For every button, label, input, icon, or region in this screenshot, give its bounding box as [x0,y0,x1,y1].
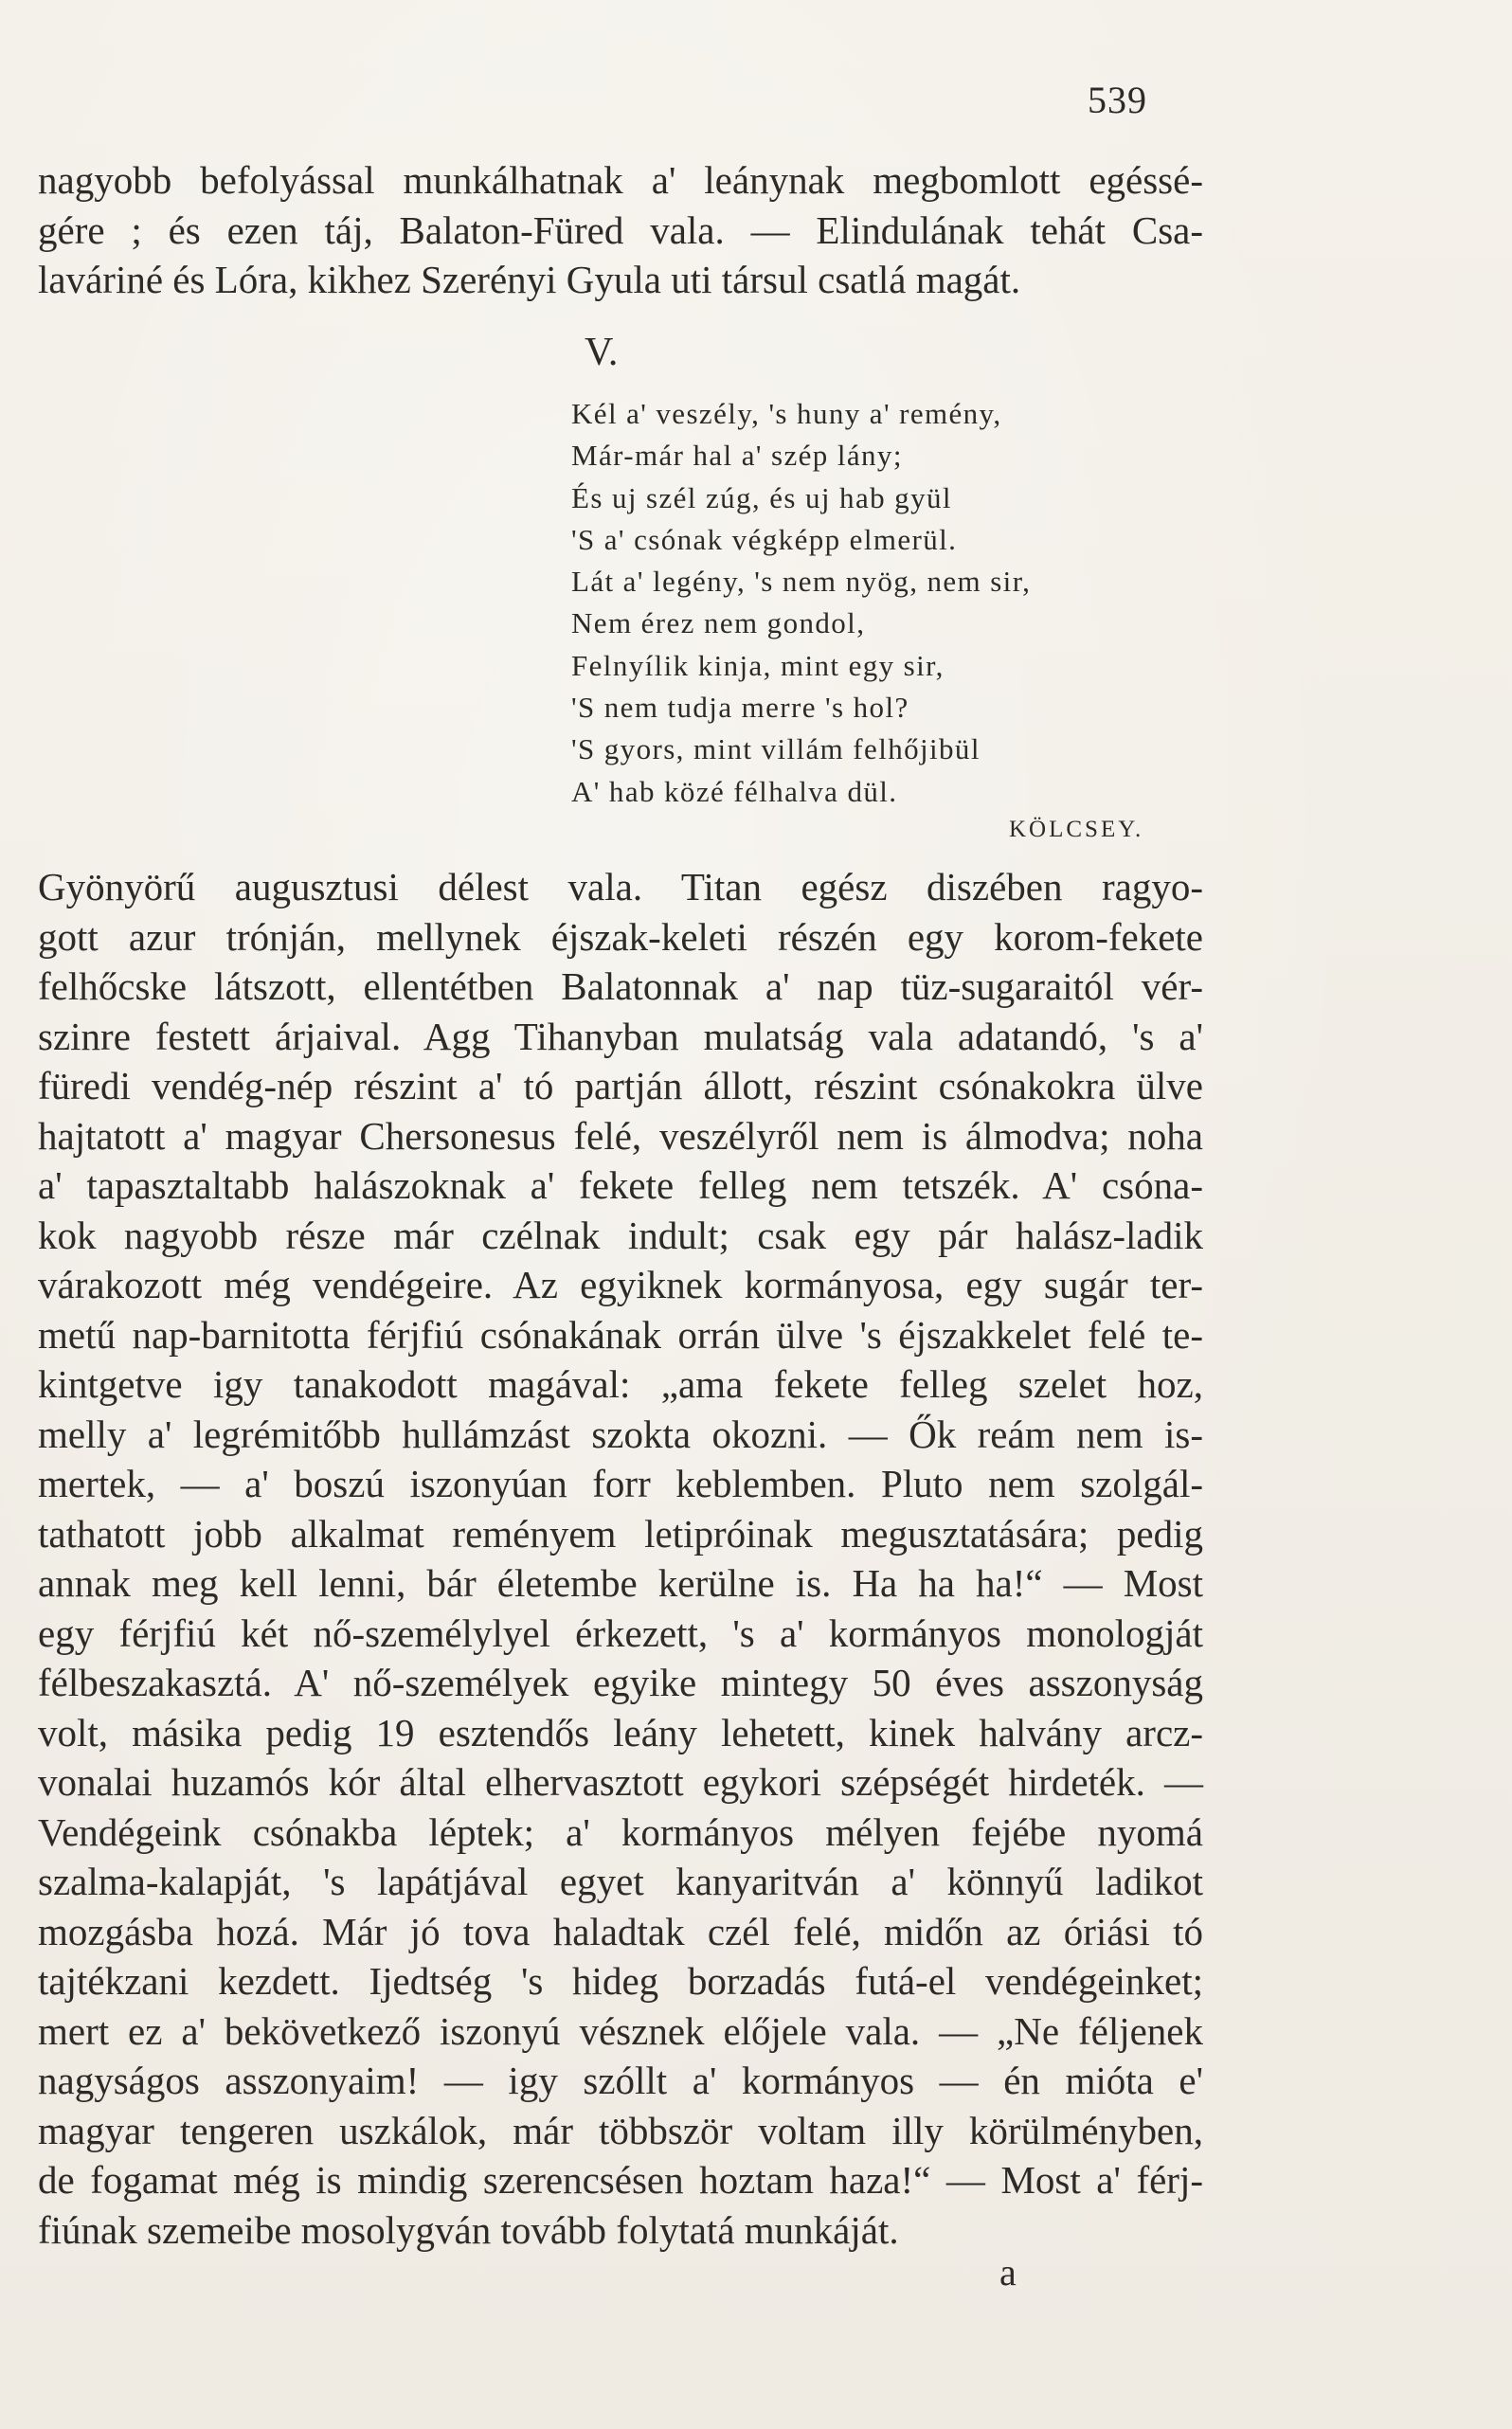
poem-epigraph [571,393,1178,813]
poem-author: KÖLCSEY. [1009,817,1144,842]
body-paragraph [38,862,1203,2255]
text-line: kintgetve igy tanakodott magával: „ama fekete felleg szelet hoz, [38,1362,1203,1406]
poem-line: És uj szél zúg, és uj hab gyül [571,480,952,514]
text-line: laváriné és Lóra, kikhez Szerényi Gyula uti társul csatlá magát. [38,258,1021,301]
poem-line: Már-már hal a' szép lány; [571,439,903,473]
section-heading: V. [585,331,619,374]
text-line: mert ez a' bekövetkező iszonyú vésznek előjele vala. — „Ne féljenek [38,2008,1203,2053]
text-line: felhőcske látszott, ellentétben Balatonnak a' nap tüz-sugaraitól vér- [38,964,1203,1008]
text-line: kok nagyobb része már czélnak indult; csak egy pár halász-ladik [38,1213,1203,1257]
text-line: Gyönyörű augusztusi délest vala. Titan egész diszében ragyo- [38,865,1203,909]
page-number: 539 [1088,79,1147,121]
text-line: melly a' legrémitőbb hullámzást szokta okozni. — Ők reám nem is- [38,1412,1203,1456]
text-line: de fogamat még is mindig szerencsésen hoztam haza!“ — Most a' férj- [38,2158,1203,2202]
poem-line: 'S gyors, mint villám felhőjibül [571,732,981,766]
text-line: nagyobb befolyással munkálhatnak a' leánynak megbomlott egéssé- [38,158,1203,202]
text-line: tathatott jobb alkalmat reményem letipróinak megusztatására; pedig [38,1511,1203,1556]
text-line: a' tapasztaltabb halászoknak a' fekete felleg nem tetszék. A' csóna- [38,1163,1203,1207]
text-line: félbeszakasztá. A' nő-személyek egyike mintegy 50 éves asszonyság [38,1661,1203,1704]
text-line: várakozott még vendégeire. Az egyiknek kormányosa, egy sugár ter- [38,1263,1203,1306]
poem-line: 'S a' csónak végképp elmerül. [571,522,958,556]
text-line: annak meg kell lenni, bár életembe kerülne is. Ha ha ha!“ — Most [38,1561,1203,1605]
poem-line: 'S nem tudja merre 's hol? [571,691,909,725]
text-line: magyar tengeren uszkálok, már többször voltam illy körülményben, [38,2108,1203,2152]
text-line: füredi vendég-nép részint a' tó partján állott, részint csónakokra ülve [38,1064,1203,1107]
text-line: gott azur trónján, mellynek éjszak-keleti részén egy korom-fekete [38,914,1203,959]
text-line: Vendégeink csónakba léptek; a' kormányos mélyen fejébe nyomá [38,1809,1203,1854]
text-line: fiúnak szemeibe mosolygván tovább folytatá munkáját. [38,2207,899,2252]
catchword: a [999,2251,1017,2294]
poem-line: Kél a' veszély, 's huny a' remény, [571,397,1002,430]
text-line: mozgásba hozá. Már jó tova haladtak czél felé, midőn az óriási tó [38,1909,1203,1953]
poem-line: A' hab közé félhalva dül. [571,774,898,808]
text-line: szinre festett árjaival. Agg Tihanyban mulatság vala adatandó, 's a' [38,1014,1203,1058]
text-line: mertek, — a' boszú iszonyúan forr keblemben. Pluto nem szolgál- [38,1462,1203,1505]
text-line: nagyságos asszonyaim! — igy szóllt a' kormányos — én mióta e' [38,2059,1203,2102]
text-line: metű nap-barnitotta férjfiú csónakának orrán ülve 's éjszakkelet felé te- [38,1312,1203,1357]
text-line: egy férjfiú két nő-személylyel érkezett, 's a' kormányos monologját [38,1610,1203,1655]
poem-line: Nem érez nem gondol, [571,606,866,640]
text-line: vonalai huzamós kór által elhervasztott egykori szépségét hirdeték. — [38,1760,1203,1804]
text-line: szalma-kalapját, 's lapátjával egyet kanyaritván a' könnyű ladikot [38,1860,1203,1903]
poem-line: Felnyílik kinja, mint egy sir, [571,648,945,682]
text-line: hajtatott a' magyar Chersonesus felé, veszélyről nem is álmodva; noha [38,1113,1203,1158]
text-line: volt, másika pedig 19 esztendős leány lehetett, kinek halvány arcz- [38,1710,1203,1754]
text-line: tajtékzani kezdett. Ijedtség 's hideg borzadás futá-el vendégeinket; [38,1959,1203,2003]
poem-line: Lát a' legény, 's nem nyög, nem sir, [571,565,1032,599]
intro-paragraph [38,155,1203,305]
text-line: gére ; és ezen táj, Balaton-Füred vala. — Elindulának tehát Csa- [38,207,1203,252]
